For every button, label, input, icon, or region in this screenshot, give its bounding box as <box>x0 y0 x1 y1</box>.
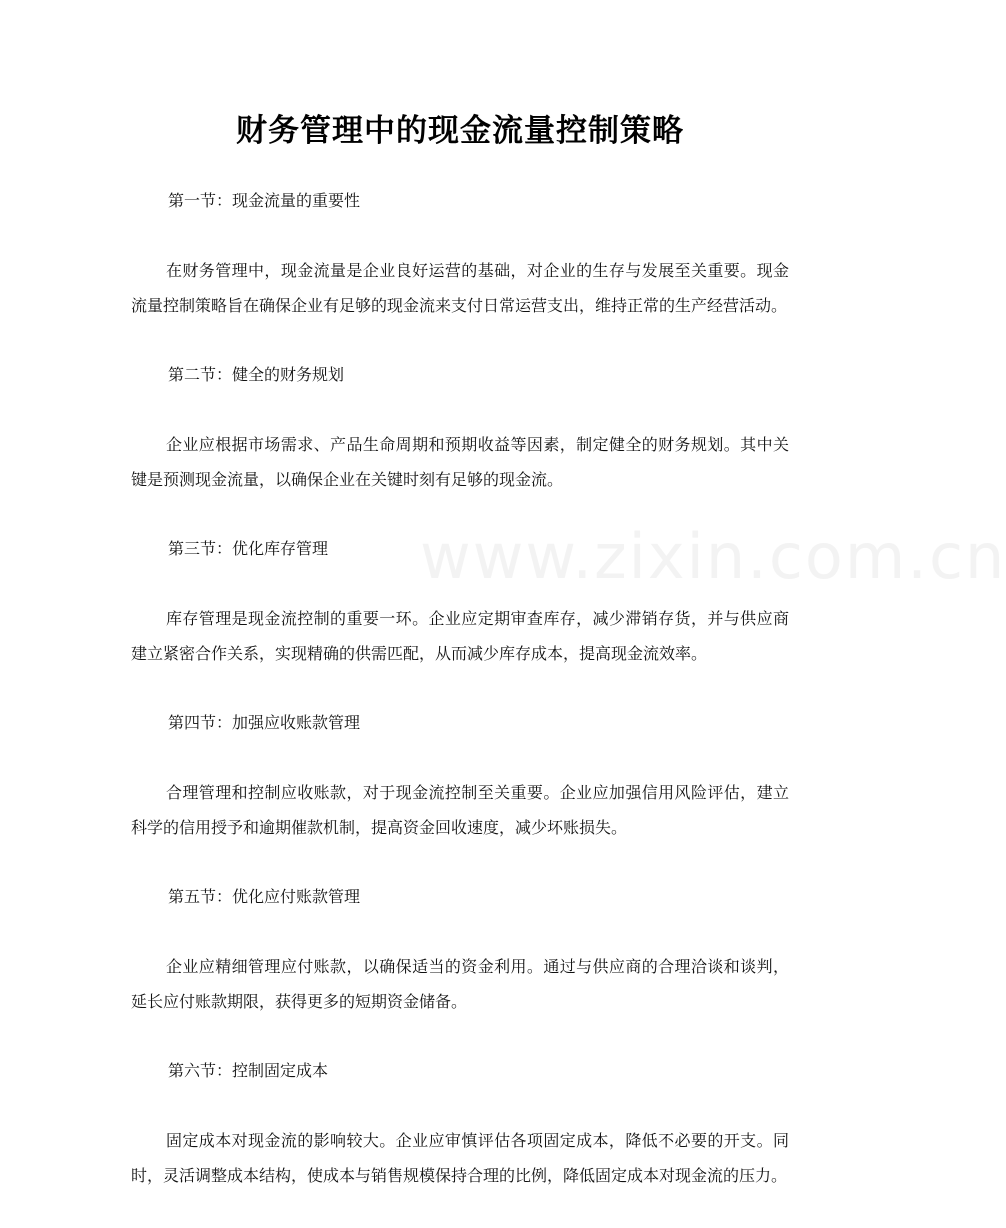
section-paragraph: 固定成本对现金流的影响较大。企业应审慎评估各项固定成本，降低不必要的开支。同时，灵活调整成本结构，使成本与销售规模保持合理的比例，降低固定成本对现金流的压力。 <box>131 1131 789 1185</box>
section-heading: 第三节：优化库存管理 <box>168 539 329 558</box>
watermark: www.zixin.com.cn <box>420 520 1006 593</box>
document-title: 财务管理中的现金流量控制策略 <box>236 113 684 149</box>
section-heading: 第五节：优化应付账款管理 <box>168 887 361 906</box>
document-body <box>131 184 789 1228</box>
section-paragraph: 合理管理和控制应收账款，对于现金流控制至关重要。企业应加强信用风险评估，建立科学的信用授予和逾期催款机制，提高资金回收速度，减少坏账损失。 <box>131 783 789 837</box>
section-heading: 第四节：加强应收账款管理 <box>168 713 361 732</box>
section-heading: 第二节：健全的财务规划 <box>168 365 345 384</box>
section-paragraph: 企业应精细管理应付账款，以确保适当的资金利用。通过与供应商的合理洽谈和谈判，延长应付账款期限，获得更多的短期资金储备。 <box>131 957 789 1011</box>
section-paragraph: 在财务管理中，现金流量是企业良好运营的基础，对企业的生存与发展至关重要。现金流量控制策略旨在确保企业有足够的现金流来支付日常运营支出，维持正常的生产经营活动。 <box>131 261 789 315</box>
section-heading: 第六节：控制固定成本 <box>168 1061 329 1080</box>
section-paragraph: 企业应根据市场需求、产品生命周期和预期收益等因素，制定健全的财务规划。其中关键是预测现金流量，以确保企业在关键时刻有足够的现金流。 <box>131 435 789 489</box>
section-heading: 第一节：现金流量的重要性 <box>168 191 361 210</box>
section-paragraph: 库存管理是现金流控制的重要一环。企业应定期审查库存，减少滞销存货，并与供应商建立紧密合作关系，实现精确的供需匹配，从而减少库存成本，提高现金流效率。 <box>131 609 789 663</box>
